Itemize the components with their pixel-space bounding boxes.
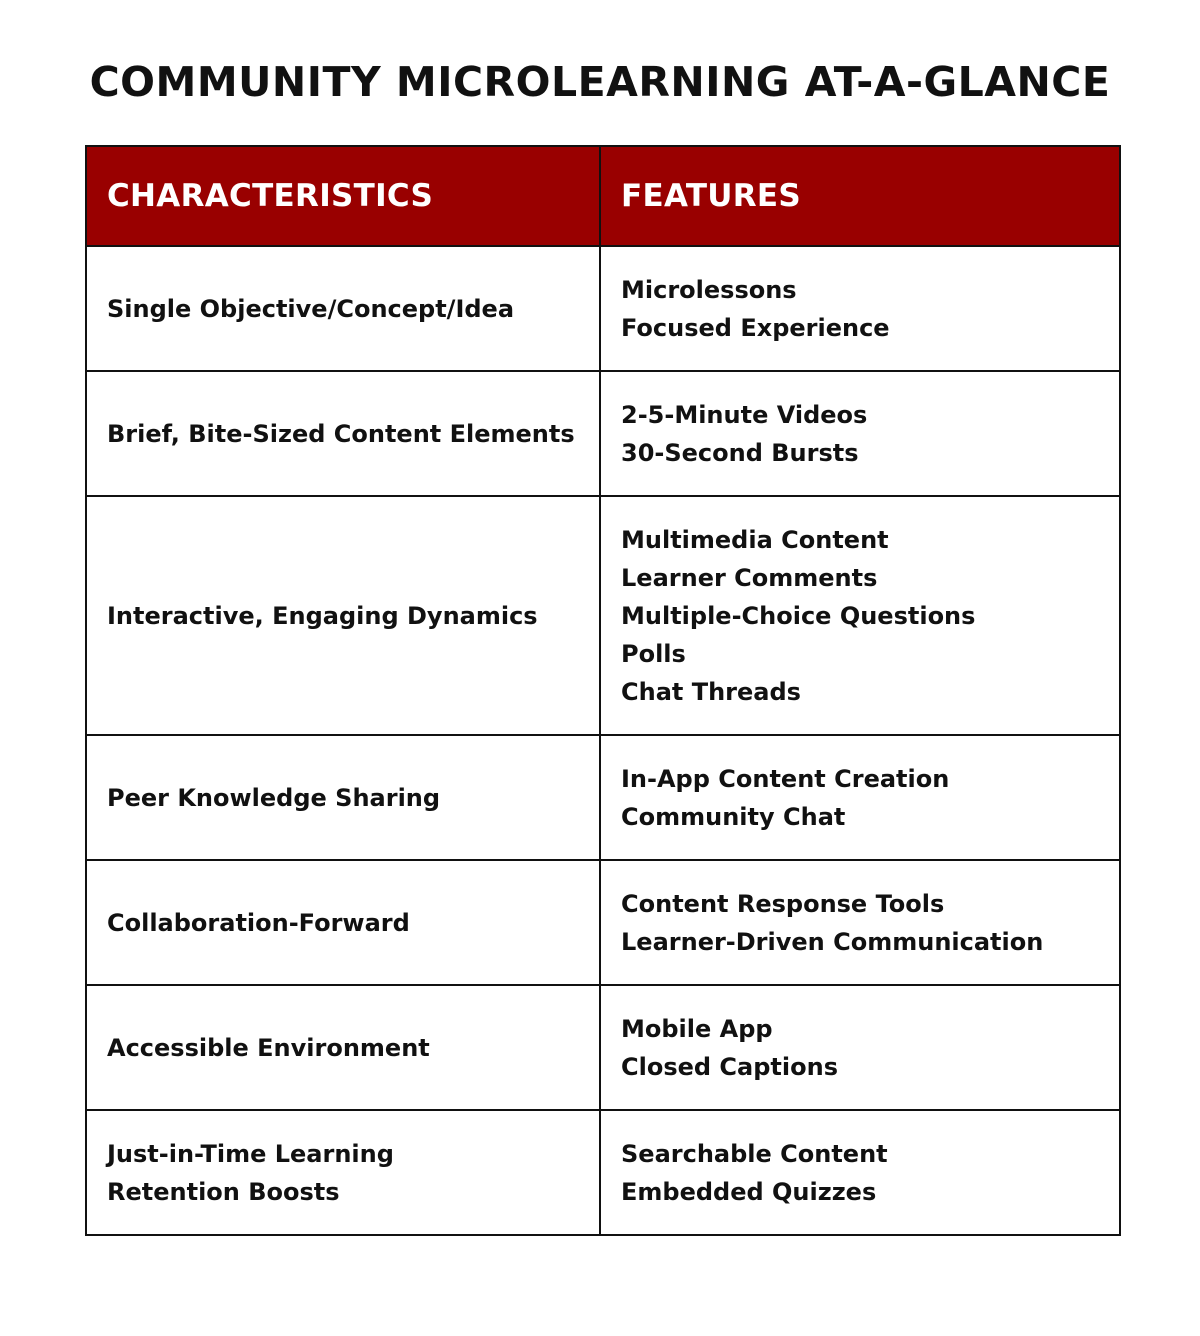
characteristic-cell <box>86 371 600 496</box>
characteristic-cell <box>86 860 600 985</box>
features-cell <box>600 985 1120 1110</box>
characteristic-cell <box>86 246 600 371</box>
feature-item: Closed Captions <box>621 1052 838 1081</box>
characteristic-cell <box>86 496 600 735</box>
characteristic-cell <box>86 1110 600 1235</box>
feature-item: Chat Threads <box>621 677 801 706</box>
table-row <box>86 246 1120 371</box>
feature-item: Searchable Content <box>621 1139 888 1168</box>
feature-item: Learner-Driven Communication <box>621 927 1044 956</box>
table-row <box>86 371 1120 496</box>
characteristics-features-table <box>85 145 1121 1236</box>
feature-item: Community Chat <box>621 802 846 831</box>
table-row <box>86 860 1120 985</box>
feature-item: 30-Second Bursts <box>621 438 859 467</box>
features-cell <box>600 246 1120 371</box>
characteristic-cell <box>86 985 600 1110</box>
feature-item: Multiple-Choice Questions <box>621 601 976 630</box>
feature-item: Embedded Quizzes <box>621 1177 877 1206</box>
feature-item: Content Response Tools <box>621 889 945 918</box>
characteristic-text: Peer Knowledge Sharing <box>107 783 441 812</box>
header-characteristics: CHARACTERISTICS <box>86 146 600 246</box>
features-cell <box>600 496 1120 735</box>
feature-item: 2-5-Minute Videos <box>621 400 868 429</box>
feature-item: In-App Content Creation <box>621 764 950 793</box>
feature-item: Focused Experience <box>621 313 890 342</box>
table-header-row <box>86 146 1120 246</box>
header-features: FEATURES <box>600 146 1120 246</box>
table-body <box>86 246 1120 1235</box>
features-cell <box>600 1110 1120 1235</box>
characteristic-text: Interactive, Engaging Dynamics <box>107 601 538 630</box>
features-cell <box>600 860 1120 985</box>
table-row <box>86 1110 1120 1235</box>
feature-item: Polls <box>621 639 686 668</box>
characteristic-cell <box>86 735 600 860</box>
features-cell <box>600 735 1120 860</box>
page-title: COMMUNITY MICROLEARNING AT-A-GLANCE <box>89 58 1111 106</box>
characteristic-text: Collaboration-Forward <box>107 908 410 937</box>
feature-item: Learner Comments <box>621 563 878 592</box>
features-cell <box>600 371 1120 496</box>
characteristic-text: Single Objective/Concept/Idea <box>107 294 515 323</box>
table-row <box>86 496 1120 735</box>
table-row <box>86 985 1120 1110</box>
feature-item: Mobile App <box>621 1014 773 1043</box>
characteristic-text: Accessible Environment <box>107 1033 430 1062</box>
characteristic-text: Brief, Bite-Sized Content Elements <box>107 419 575 448</box>
characteristic-text: Just-in-Time Learning <box>107 1139 394 1168</box>
feature-item: Multimedia Content <box>621 525 889 554</box>
characteristic-text: Retention Boosts <box>107 1177 340 1206</box>
feature-item: Microlessons <box>621 275 797 304</box>
table-row <box>86 735 1120 860</box>
